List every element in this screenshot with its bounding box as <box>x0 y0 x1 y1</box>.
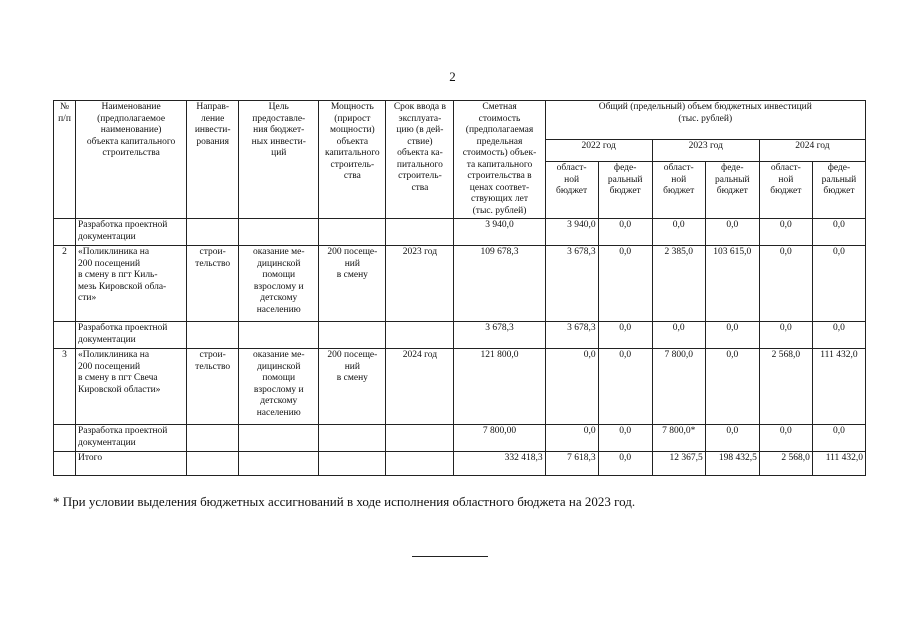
cell-2023-regional: 2 385,0 <box>652 246 705 322</box>
cell-capacity <box>319 219 386 246</box>
cell-2023-federal: 0,0 <box>705 425 759 452</box>
cell-2022-federal: 0,0 <box>598 452 652 476</box>
cell-2022-federal: 0,0 <box>598 349 652 425</box>
header-cost: Сметная стоимость (предполагаемая предельная стоимость) объек- та капитального строительства в ценах соответ- ствующих лет (тыс. рублей) <box>454 101 545 219</box>
cell-cost: 121 800,0 <box>454 349 545 425</box>
cell-capacity <box>319 425 386 452</box>
cell-2023-regional: 0,0 <box>652 219 705 246</box>
cell-capacity: 200 посеще- ний в смену <box>319 246 386 322</box>
cell-capacity <box>319 452 386 476</box>
cell-2024-federal: 0,0 <box>812 246 865 322</box>
cell-direction: строи- тельство <box>187 246 239 322</box>
cell-2023-regional: 7 800,0 <box>652 349 705 425</box>
cell-2024-regional: 0,0 <box>759 246 812 322</box>
header-year-2023: 2023 год <box>652 140 759 162</box>
cell-name: Разработка проектной документации <box>76 219 187 246</box>
header-regional-2023: област- ной бюджет <box>652 162 705 219</box>
cell-2024-regional: 2 568,0 <box>759 349 812 425</box>
cell-2024-federal: 111 432,0 <box>812 349 865 425</box>
cell-num <box>54 452 76 476</box>
cell-cost: 3 940,0 <box>454 219 545 246</box>
cell-2023-regional: 7 800,0* <box>652 425 705 452</box>
cell-2023-regional: 0,0 <box>652 322 705 349</box>
cell-cost: 109 678,3 <box>454 246 545 322</box>
cell-goal: оказание ме- дицинской помощи взрослому и детскому населению <box>239 246 319 322</box>
cell-cost: 7 800,00 <box>454 425 545 452</box>
cell-name: Итого <box>76 452 187 476</box>
cell-2024-federal: 0,0 <box>812 219 865 246</box>
table-row <box>54 322 866 349</box>
cell-direction: строи- тельство <box>187 349 239 425</box>
cell-2024-federal: 111 432,0 <box>812 452 865 476</box>
cell-2022-regional: 7 618,3 <box>545 452 598 476</box>
cell-name: Разработка проектной документации <box>76 322 187 349</box>
cell-2023-federal: 0,0 <box>705 322 759 349</box>
cell-2024-regional: 2 568,0 <box>759 452 812 476</box>
cell-2022-regional: 3 678,3 <box>545 322 598 349</box>
signature-line <box>412 556 488 557</box>
cell-cost: 3 678,3 <box>454 322 545 349</box>
cell-2024-regional: 0,0 <box>759 219 812 246</box>
cell-2024-regional: 0,0 <box>759 322 812 349</box>
header-regional-2024: област- ной бюджет <box>759 162 812 219</box>
cell-goal <box>239 452 319 476</box>
cell-num <box>54 322 76 349</box>
cell-name: «Поликлиника на 200 посещений в смену в пгт Киль- мезь Кировской обла- сти» <box>76 246 187 322</box>
cell-capacity <box>319 322 386 349</box>
header-direction: Направ- ление инвести- рования <box>187 101 239 219</box>
cell-num <box>54 425 76 452</box>
header-year-2022: 2022 год <box>545 140 652 162</box>
cell-2023-federal: 198 432,5 <box>705 452 759 476</box>
table-row-total <box>54 452 866 476</box>
budget-investment-table <box>53 100 866 476</box>
cell-2022-federal: 0,0 <box>598 219 652 246</box>
cell-2022-regional: 3 678,3 <box>545 246 598 322</box>
cell-num: 3 <box>54 349 76 425</box>
cell-name: Разработка проектной документации <box>76 425 187 452</box>
cell-direction <box>187 219 239 246</box>
cell-2024-federal: 0,0 <box>812 425 865 452</box>
footnote: * При условии выделения бюджетных ассигнований в ходе исполнения областного бюджета на 2023 год. <box>53 494 636 509</box>
header-goal: Цель предоставле- ния бюджет- ных инвести- ций <box>239 101 319 219</box>
cell-2022-federal: 0,0 <box>598 425 652 452</box>
cell-2023-federal: 103 615,0 <box>705 246 759 322</box>
cell-goal <box>239 219 319 246</box>
table-row <box>54 219 866 246</box>
table-row <box>54 349 866 425</box>
page-number: 2 <box>449 69 456 84</box>
cell-goal <box>239 425 319 452</box>
cell-goal <box>239 322 319 349</box>
header-federal-2024: феде- ральный бюджет <box>812 162 865 219</box>
cell-direction <box>187 425 239 452</box>
cell-2024-regional: 0,0 <box>759 425 812 452</box>
header-row-1 <box>54 101 866 140</box>
header-num: № п/п <box>54 101 76 219</box>
cell-term <box>386 425 454 452</box>
cell-direction <box>187 452 239 476</box>
cell-direction <box>187 322 239 349</box>
cell-2022-regional: 0,0 <box>545 349 598 425</box>
cell-num: 2 <box>54 246 76 322</box>
cell-term <box>386 322 454 349</box>
header-name: Наименование (предполагаемое наименование) объекта капитального строительства <box>76 101 187 219</box>
cell-cost: 332 418,3 <box>454 452 545 476</box>
cell-term <box>386 219 454 246</box>
cell-2022-federal: 0,0 <box>598 246 652 322</box>
cell-name: «Поликлиника на 200 посещений в смену в пгт Свеча Кировской области» <box>76 349 187 425</box>
header-capacity: Мощность (прирост мощности) объекта капитального строитель- ства <box>319 101 386 219</box>
table-row <box>54 425 866 452</box>
header-term: Срок ввода в эксплуата- цию (в дей- ствие) объекта ка- питального строитель- ства <box>386 101 454 219</box>
header-federal-2023: феде- ральный бюджет <box>705 162 759 219</box>
header-year-2024: 2024 год <box>759 140 865 162</box>
cell-goal: оказание ме- дицинской помощи взрослому и детскому населению <box>239 349 319 425</box>
cell-2023-federal: 0,0 <box>705 219 759 246</box>
cell-term: 2024 год <box>386 349 454 425</box>
cell-2023-federal: 0,0 <box>705 349 759 425</box>
cell-num <box>54 219 76 246</box>
cell-2022-regional: 0,0 <box>545 425 598 452</box>
cell-2023-regional: 12 367,5 <box>652 452 705 476</box>
header-total-volume: Общий (предельный) объем бюджетных инвестиций (тыс. рублей) <box>545 101 865 140</box>
cell-2022-federal: 0,0 <box>598 322 652 349</box>
cell-term: 2023 год <box>386 246 454 322</box>
cell-term <box>386 452 454 476</box>
header-regional-2022: област- ной бюджет <box>545 162 598 219</box>
header-federal-2022: феде- ральный бюджет <box>598 162 652 219</box>
cell-2024-federal: 0,0 <box>812 322 865 349</box>
cell-2022-regional: 3 940,0 <box>545 219 598 246</box>
table-row <box>54 246 866 322</box>
cell-capacity: 200 посеще- ний в смену <box>319 349 386 425</box>
